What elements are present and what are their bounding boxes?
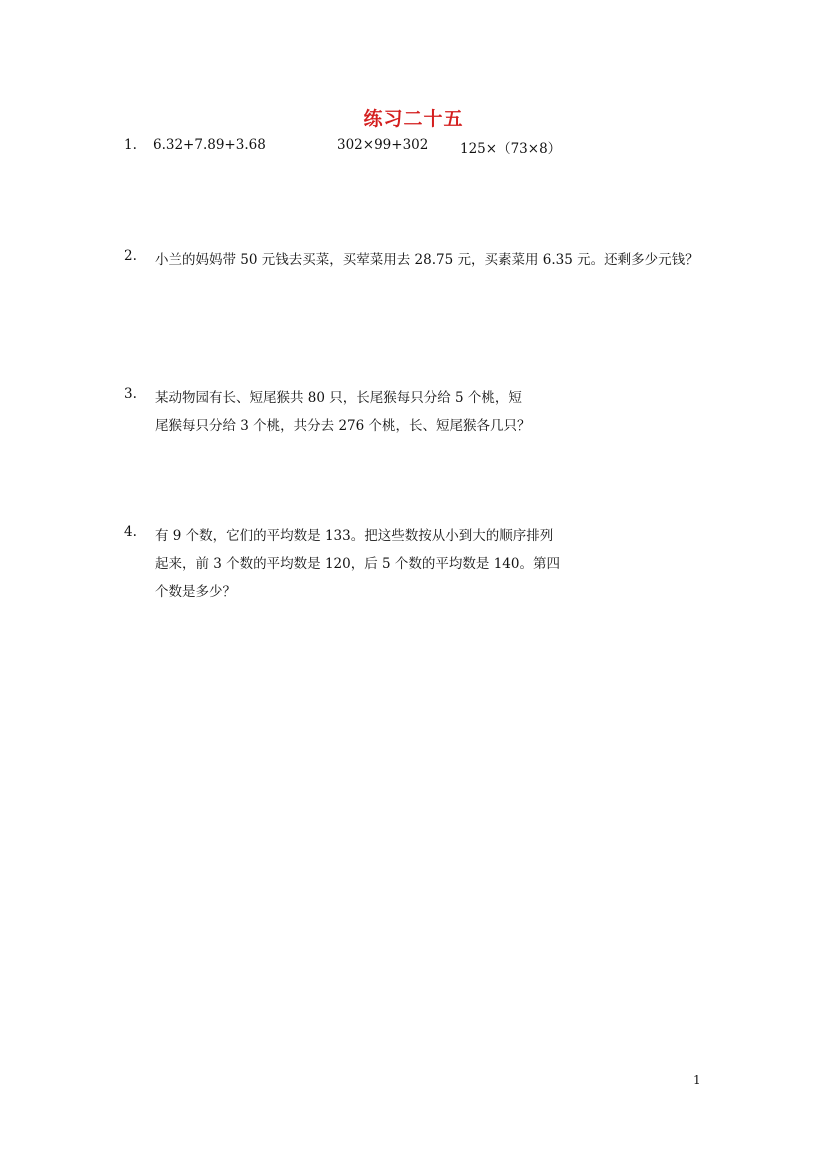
page-number: 1 [693, 1073, 701, 1087]
question-text-line: 有 9 个数，它们的平均数是 133。把这些数按从小到大的顺序排列 [155, 528, 554, 544]
expression-3: 125×（73×8） [460, 141, 562, 157]
expression-2: 302×99+302 [337, 137, 429, 153]
expression-1: 6.32+7.89+3.68 [153, 137, 266, 153]
question-text-line: 尾猴每只分给 3 个桃，共分去 276 个桃，长、短尾猴各几只？ [155, 418, 531, 434]
question-number: 1. [124, 137, 137, 153]
question-text-line: 某动物园有长、短尾猴共 80 只，长尾猴每只分给 5 个桃，短 [155, 390, 522, 406]
question-text-line: 小兰的妈妈带 50 元钱去买菜，买荤菜用去 28.75 元，买素菜用 6.35 元。还剩多少元钱？ [155, 252, 699, 268]
question-text-line: 起来，前 3 个数的平均数是 120，后 5 个数的平均数是 140。第四 [155, 556, 560, 572]
question-number: 3. [124, 386, 137, 402]
worksheet-title: 练习二十五 [363, 108, 464, 130]
question-text-line: 个数是多少？ [155, 584, 236, 600]
question-number: 4. [124, 524, 137, 540]
question-number: 2. [124, 248, 137, 264]
